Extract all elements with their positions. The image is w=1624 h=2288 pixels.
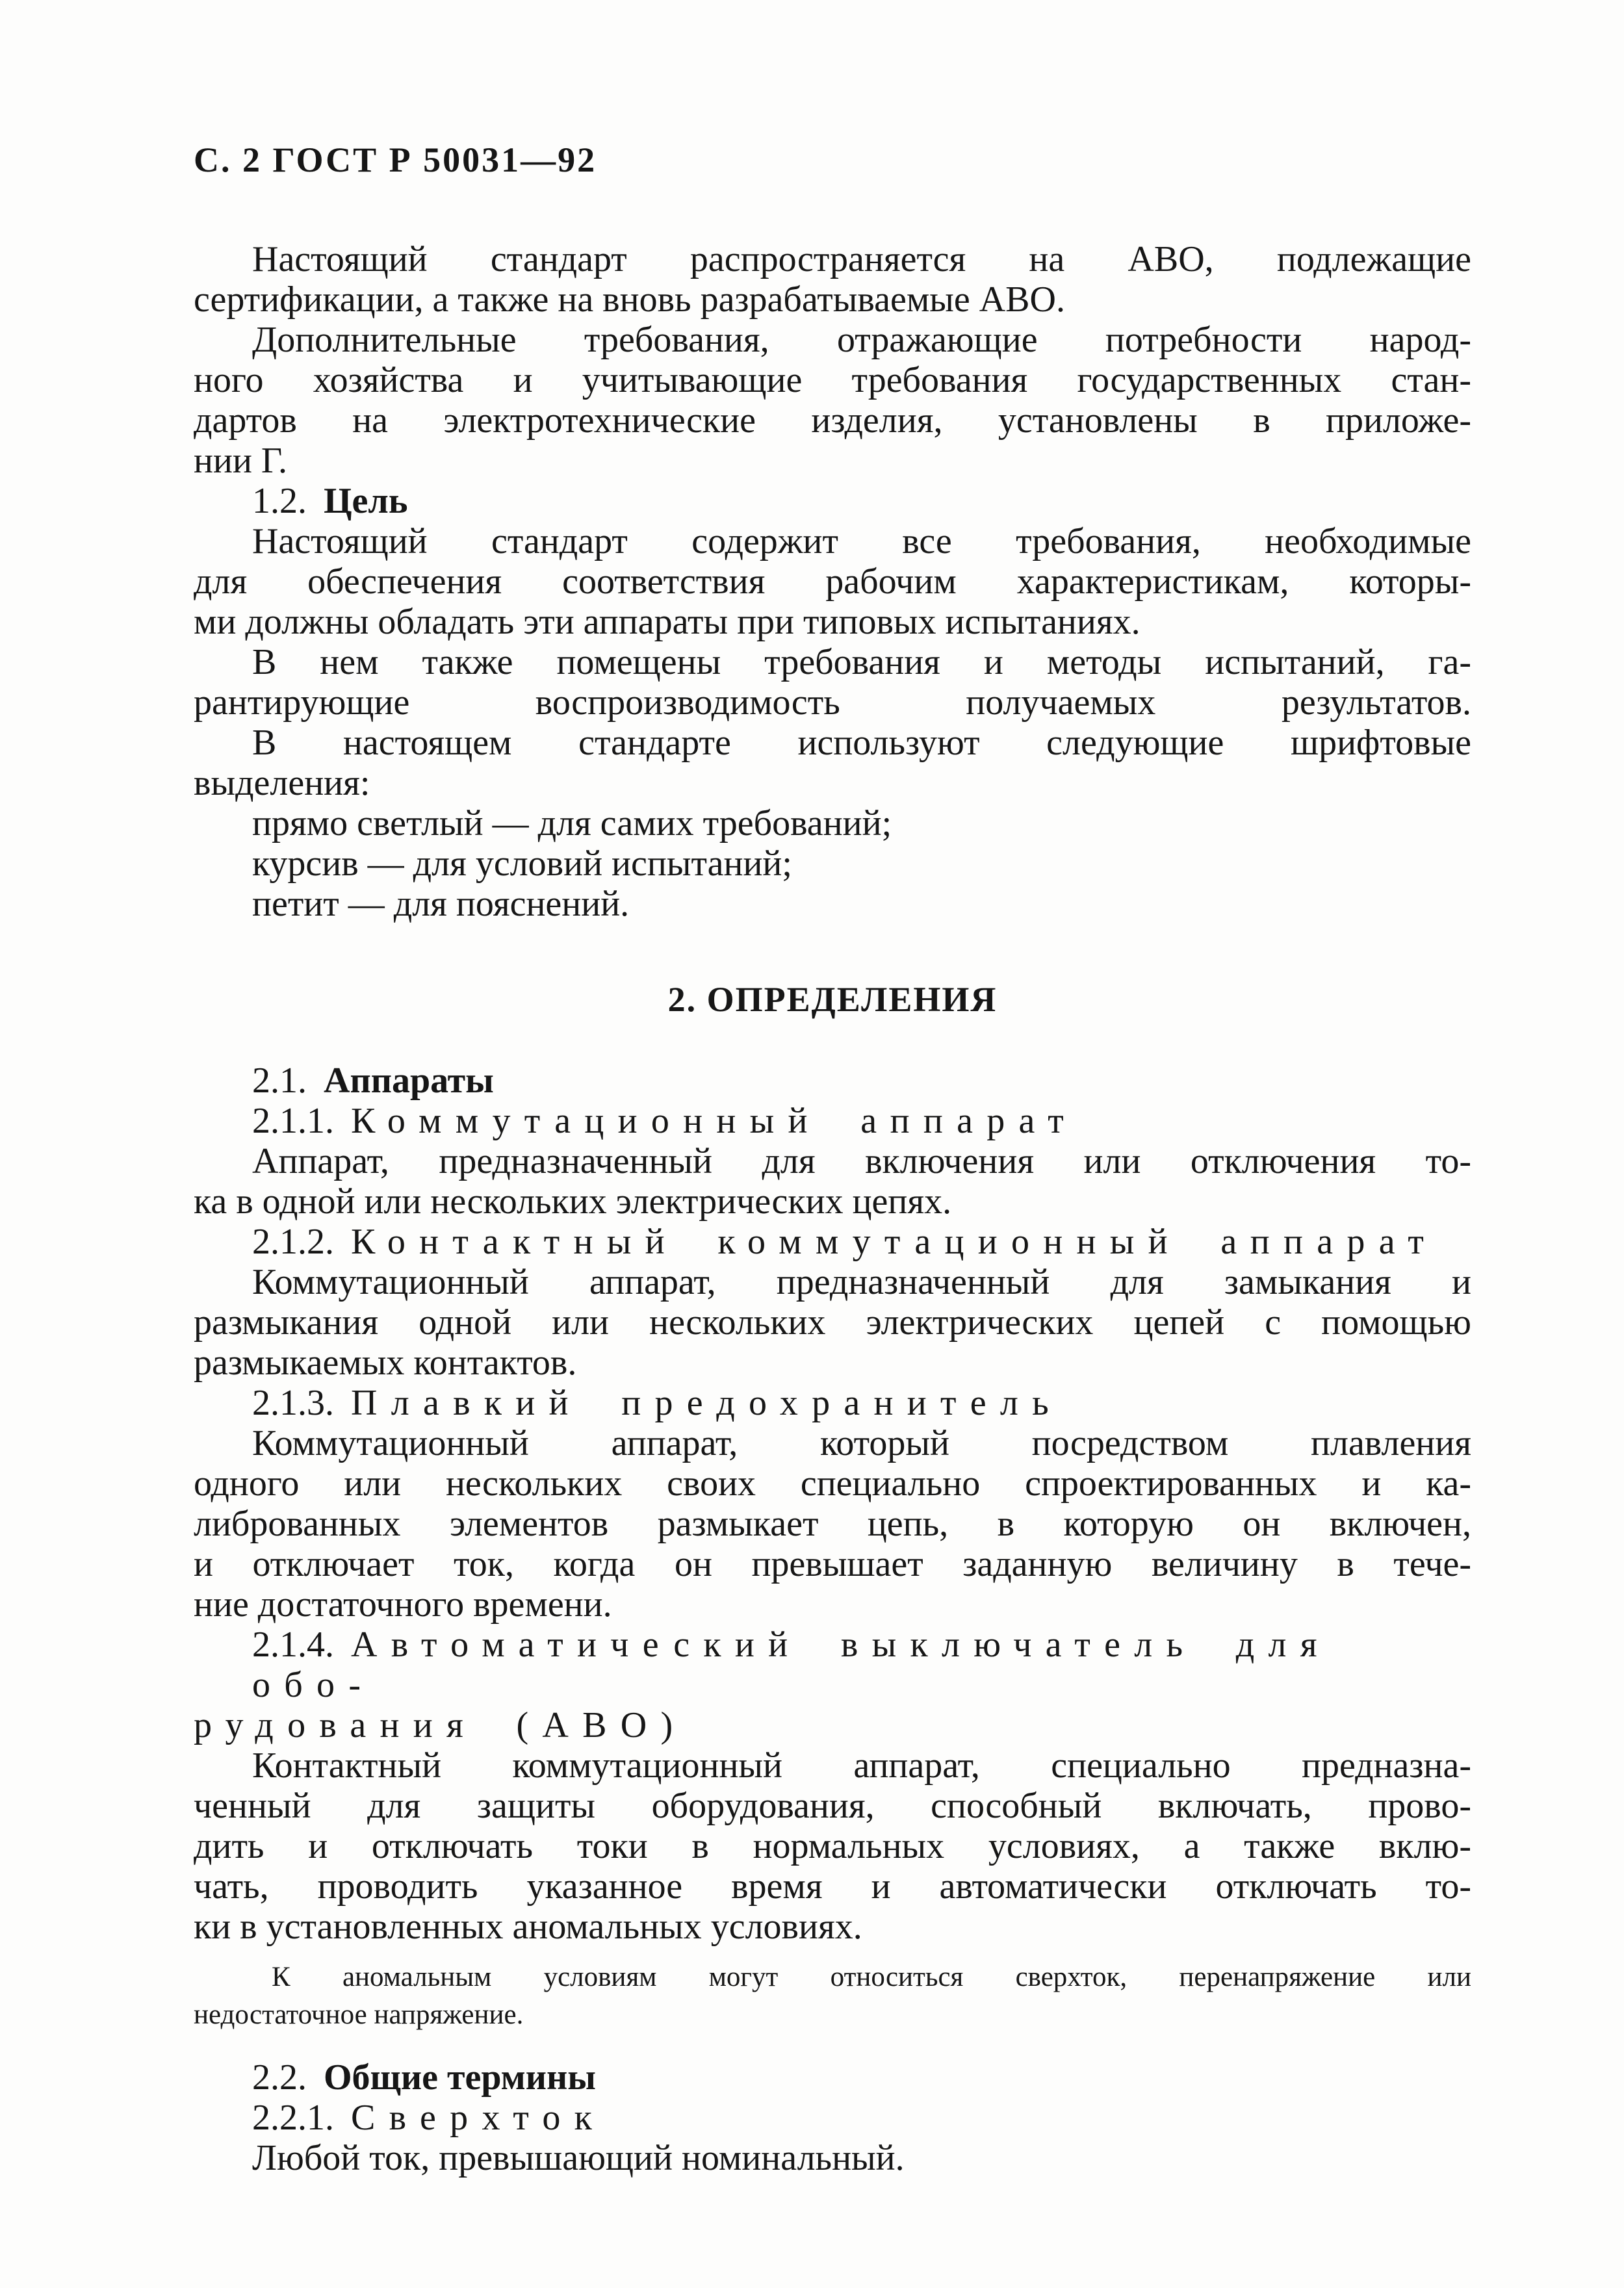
text-line: Настоящий стандарт содержит все требования, необходимые: [252, 521, 1471, 561]
text-line: и отключает ток, когда он превышает заданную величину в тече-: [194, 1544, 1471, 1584]
section-number: 2.1.1.: [252, 1101, 334, 1141]
text-line: нии Г.: [194, 441, 287, 481]
text-line: Контактный коммутационный аппарат, специально предназна-: [252, 1745, 1471, 1786]
section-number: 2.1.4.: [252, 1625, 334, 1665]
text-line: В нем также помещены требования и методы испытаний, га-: [252, 642, 1471, 682]
definition-2-1-3: [194, 1423, 1471, 1625]
list-item: курсив — для условий испытаний;: [252, 843, 792, 884]
list-item: прямо светлый — для самих требований;: [252, 803, 892, 843]
section-title: Аппараты: [324, 1060, 494, 1101]
term-heading-2-1-2: [194, 1222, 1471, 1262]
subheading-2-2: [194, 2057, 1471, 2098]
section-number: 2.1.: [252, 1060, 307, 1101]
font-styles-list: [194, 803, 1471, 924]
document-body: [194, 239, 1471, 2178]
text-line: недостаточное напряжение.: [194, 1999, 524, 2030]
page-header: С. 2 ГОСТ Р 50031—92: [194, 140, 597, 179]
intro-paragraph-5: [194, 723, 1471, 803]
text-line: ка в одной или нескольких электрических цепях.: [194, 1181, 952, 1222]
term-heading-2-2-1: [194, 2098, 1471, 2138]
subheading-2-1: [194, 1060, 1471, 1101]
section-title: Цель: [324, 481, 408, 521]
term-text: Сверхток: [351, 2098, 606, 2138]
text-line: В настоящем стандарте используют следующие шрифтовые: [252, 723, 1471, 763]
text-line: выделения:: [194, 763, 370, 803]
text-line: дить и отключать токи в нормальных условиях, а также вклю-: [194, 1826, 1471, 1866]
section-number: 2.1.2.: [252, 1222, 334, 1262]
term-heading-2-1-1: [194, 1101, 1471, 1141]
text-column: [194, 140, 1471, 2178]
definition-2-1-4: [194, 1745, 1471, 1947]
text-line: ного хозяйства и учитывающие требования государственных стан-: [194, 360, 1471, 400]
term-text: Плавкий предохранитель: [351, 1383, 1063, 1423]
petit-note: [194, 1959, 1471, 2034]
text-line: сертификации, а также на вновь разрабатываемые АВО.: [194, 279, 1065, 320]
intro-paragraph-1: [194, 239, 1471, 320]
term-text: рудования (АВО): [194, 1705, 687, 1745]
section-heading-definitions: 2. ОПРЕДЕЛЕНИЯ: [667, 980, 998, 1019]
term-heading-2-1-4: [194, 1625, 1471, 1705]
intro-paragraph-2: [194, 320, 1471, 481]
text-line: ми должны обладать эти аппараты при типовых испытаниях.: [194, 602, 1141, 642]
section-number: 2.2.: [252, 2057, 307, 2098]
section-number: 1.2.: [252, 481, 307, 521]
section-title: Общие термины: [324, 2057, 597, 2098]
intro-paragraph-3: [194, 521, 1471, 642]
text-line: чать, проводить указанное время и автоматически отключать то-: [194, 1866, 1471, 1907]
text-line: ченный для защиты оборудования, способный включать, прово-: [194, 1786, 1471, 1826]
text-line: Коммутационный аппарат, предназначенный для замыкания и: [252, 1262, 1471, 1302]
text-line: Коммутационный аппарат, который посредством плавления: [252, 1423, 1471, 1463]
section-number: 2.1.3.: [252, 1383, 334, 1423]
text-line: Аппарат, предназначенный для включения или отключения то-: [252, 1141, 1471, 1181]
text-line: Любой ток, превышающий номинальный.: [252, 2138, 905, 2178]
term-text: Коммутационный аппарат: [351, 1101, 1078, 1141]
text-line: ки в установленных аномальных условиях.: [194, 1907, 862, 1947]
definition-2-1-1: [194, 1141, 1471, 1222]
text-line: рантирующие воспроизводимость получаемых результатов.: [194, 682, 1471, 723]
definition-2-1-2: [194, 1262, 1471, 1383]
text-line: дартов на электротехнические изделия, установлены в приложе-: [194, 400, 1471, 441]
list-item: петит — для пояснений.: [252, 884, 630, 924]
text-line: одного или нескольких своих специально спроектированных и ка-: [194, 1463, 1471, 1504]
text-line: К аномальным условиям могут относиться сверхток, перенапряжение или: [272, 1962, 1471, 1992]
text-line: либрованных элементов размыкает цепь, в которую он включен,: [194, 1504, 1471, 1544]
subheading-goal: [194, 481, 1471, 521]
intro-paragraph-4: [194, 642, 1471, 723]
text-line: Дополнительные требования, отражающие потребности народ-: [252, 320, 1471, 360]
term-text: Контактный коммутационный аппарат: [351, 1222, 1438, 1262]
term-text: Автоматический выключатель для обо-: [252, 1625, 1331, 1705]
text-line: Настоящий стандарт распространяется на АВО, подлежащие: [252, 239, 1471, 279]
text-line: ние достаточного времени.: [194, 1584, 612, 1625]
text-line: размыкания одной или нескольких электрических цепей с помощью: [194, 1302, 1471, 1343]
text-line: размыкаемых контактов.: [194, 1343, 577, 1383]
term-heading-2-1-4-continued: [194, 1705, 1471, 1745]
text-line: для обеспечения соответствия рабочим характеристикам, которы-: [194, 561, 1471, 602]
definition-2-2-1: [194, 2138, 1471, 2178]
section-number: 2.2.1.: [252, 2098, 334, 2138]
term-heading-2-1-3: [194, 1383, 1471, 1423]
